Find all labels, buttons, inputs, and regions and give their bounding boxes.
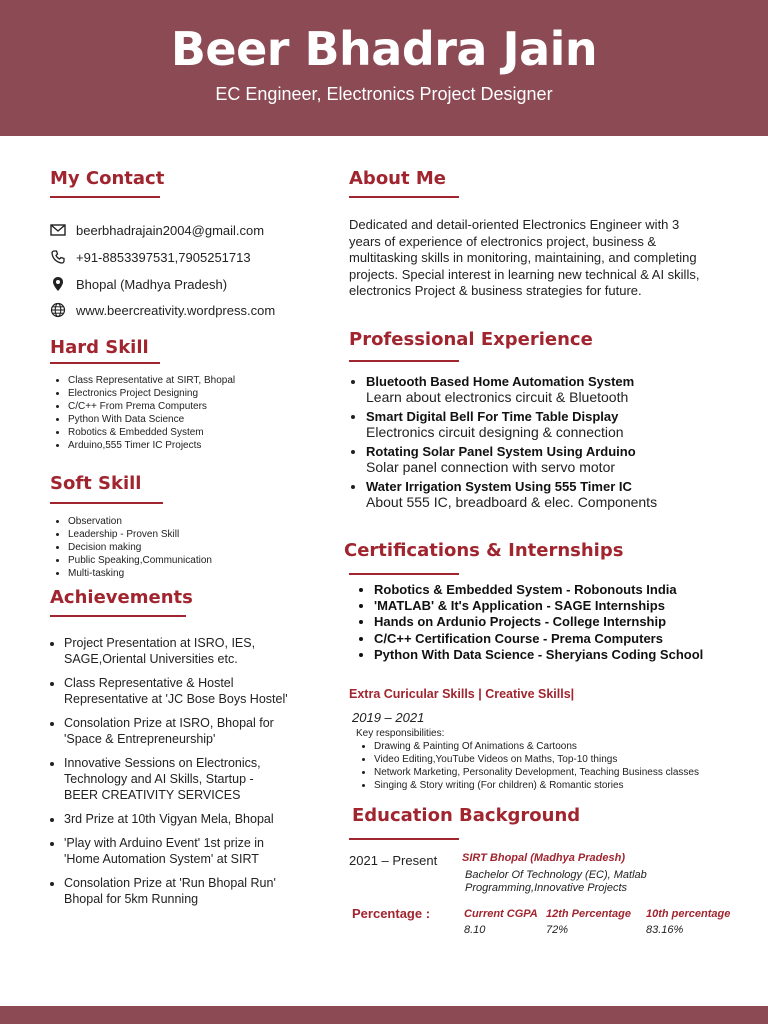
contact-phone-row	[50, 249, 251, 265]
list-item: • Singing & Story writing (For children) & Romantic stories	[374, 779, 768, 792]
footer-band	[0, 1006, 768, 1024]
location-pin-icon	[50, 276, 66, 292]
hard-skill-heading: Hard Skill	[50, 337, 149, 358]
list-item: • C/C++ From Prema Computers	[68, 400, 338, 413]
list-item: • Electronics Project Designing	[68, 387, 338, 400]
hard-skill-list	[50, 374, 338, 452]
achievements-heading: Achievements	[50, 587, 193, 608]
list-item: • Arduino,555 Timer IC Projects	[68, 439, 338, 452]
score-label: Current CGPA	[464, 908, 538, 920]
experience-divider	[349, 360, 459, 362]
about-heading: About Me	[349, 168, 446, 189]
score-value: 83.16%	[646, 924, 684, 936]
contact-website[interactable]: www.beercreativity.wordpress.com	[76, 302, 276, 318]
experience-list	[350, 374, 746, 514]
project-description: About 555 IC, breadboard & elec. Components	[366, 494, 658, 510]
soft-skill-divider	[50, 502, 163, 504]
education-period: 2021 – Present	[349, 853, 438, 868]
list-item: • Multi-tasking	[68, 567, 338, 580]
score-label: 12th Percentage	[546, 908, 631, 920]
contact-website-row	[50, 302, 275, 318]
list-item: • Python With Data Science - Sheryians Coding School	[374, 647, 768, 663]
project-title: • Rotating Solar Panel System Using Arduino	[366, 444, 636, 459]
extra-list	[356, 740, 768, 792]
list-item: • 3rd Prize at 10th Vigyan Mela, Bhopal	[64, 811, 289, 827]
score-label: 10th percentage	[646, 908, 731, 920]
project-description: Learn about electronics circuit & Bluetooth	[366, 389, 629, 405]
list-item: • Class Representative & Hostel Representative at 'JC Bose Boys Hostel'	[64, 675, 289, 707]
hard-skill-divider	[50, 362, 160, 364]
list-item	[366, 374, 746, 406]
list-item	[366, 444, 746, 476]
project-title: • Water Irrigation System Using 555 Timer IC	[366, 479, 632, 494]
list-item: • 'MATLAB' & It's Application - SAGE Internships	[374, 598, 768, 614]
score-value: 8.10	[464, 924, 486, 936]
education-divider	[349, 838, 459, 840]
phone-icon	[50, 249, 66, 265]
list-item: • Class Representative at SIRT, Bhopal	[68, 374, 338, 387]
list-item: • Public Speaking,Communication	[68, 554, 338, 567]
soft-skill-heading: Soft Skill	[50, 473, 142, 494]
achievements-divider	[50, 615, 186, 617]
contact-location: Bhopal (Madhya Pradesh)	[76, 276, 228, 292]
contact-divider	[50, 196, 160, 198]
list-item: • Consolation Prize at ISRO, Bhopal for 'Space & Entrepreneurship'	[64, 715, 289, 747]
education-heading: Education Background	[352, 805, 581, 826]
education-degree: Bachelor Of Technology (EC), Matlab Programming,Innovative Projects	[465, 869, 647, 894]
list-item: • Video Editing,YouTube Videos on Maths, Top-10 things	[374, 753, 768, 766]
list-item: • C/C++ Certification Course - Prema Computers	[374, 631, 768, 647]
list-item: • Project Presentation at ISRO, IES, SAGE,Oriental Universities etc.	[64, 635, 289, 667]
list-item: • Innovative Sessions on Electronics, Technology and AI Skills, Startup - BEER CREATIVITY SERVICES	[64, 755, 289, 803]
project-description: Electronics circuit designing & connection	[366, 424, 624, 440]
certifications-list	[350, 582, 768, 663]
list-item: • Drawing & Painting Of Animations & Cartoons	[374, 740, 768, 753]
list-item: • Observation	[68, 515, 338, 528]
contact-email-row	[50, 222, 264, 238]
percentage-label: Percentage :	[352, 906, 431, 921]
list-item	[366, 479, 746, 511]
experience-heading: Professional Experience	[349, 329, 593, 350]
list-item: • Network Marketing, Personality Development, Teaching Business classes	[374, 766, 768, 779]
mail-icon	[50, 222, 66, 238]
extra-period: 2019 – 2021	[352, 710, 425, 725]
person-tagline: EC Engineer, Electronics Project Designer	[215, 84, 553, 104]
list-item	[366, 409, 746, 441]
list-item: • Python With Data Science	[68, 413, 338, 426]
extra-heading: Extra Curicular Skills | Creative Skills|	[349, 687, 575, 701]
certifications-divider	[349, 573, 459, 575]
score-value: 72%	[546, 924, 569, 936]
education-institute: SIRT Bhopal (Madhya Pradesh)	[462, 852, 625, 864]
list-item: • Robotics & Embedded System - Robonouts India	[374, 582, 768, 598]
person-name: Beer Bhadra Jain	[170, 22, 598, 76]
list-item: • Decision making	[68, 541, 338, 554]
achievements-list	[50, 635, 289, 915]
list-item: • Hands on Ardunio Projects - College Internship	[374, 614, 768, 630]
list-item: • Robotics & Embedded System	[68, 426, 338, 439]
extra-responsibilities-label: Key responsibilities:	[356, 728, 445, 739]
contact-location-row	[50, 276, 227, 292]
about-divider	[349, 196, 459, 198]
contact-heading: My Contact	[50, 168, 165, 189]
globe-icon	[50, 302, 66, 318]
project-title: • Bluetooth Based Home Automation System	[366, 374, 635, 389]
contact-email[interactable]: beerbhadrajain2004@gmail.com	[76, 222, 265, 238]
list-item: • Leadership - Proven Skill	[68, 528, 338, 541]
list-item: • Consolation Prize at 'Run Bhopal Run' Bhopal for 5km Running	[64, 875, 289, 907]
contact-phone: +91-8853397531,7905251713	[76, 249, 251, 265]
certifications-heading: Certifications & Internships	[344, 540, 624, 561]
list-item: • 'Play with Arduino Event' 1st prize in 'Home Automation System' at SIRT	[64, 835, 289, 867]
project-title: • Smart Digital Bell For Time Table Display	[366, 409, 619, 424]
about-text: Dedicated and detail-oriented Electronics Engineer with 3 years of experience of electronics project, business & multitasking skills in monitoring, maintaining, and completing projects. Special interest in learning new technical & AI skills, electronics Project & business strategies for future.	[349, 217, 700, 298]
soft-skill-list	[50, 515, 338, 580]
project-description: Solar panel connection with servo motor	[366, 459, 616, 475]
